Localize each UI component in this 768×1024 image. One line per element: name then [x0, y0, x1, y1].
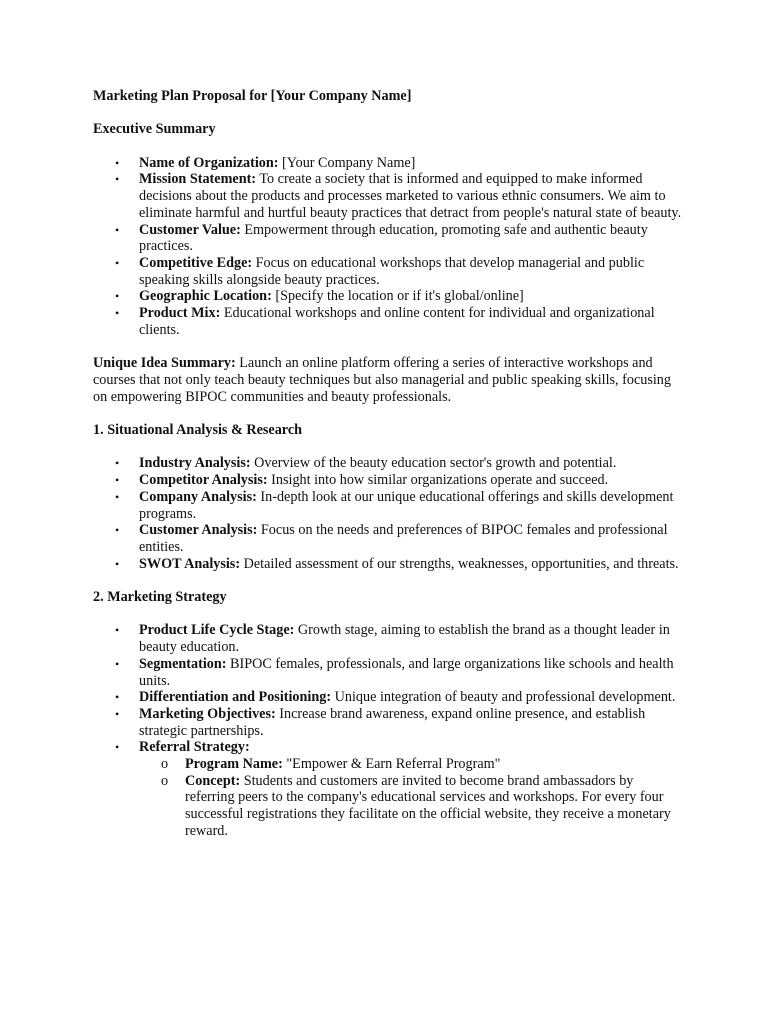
item-text: Insight into how similar organizations operate and succeed.: [267, 472, 609, 489]
marketing-strategy-heading: 2. Marketing Strategy: [93, 589, 227, 605]
list-item-industry-analysis: [93, 455, 683, 472]
list-item-customer-value: [93, 222, 683, 255]
bullet-icon: •: [115, 706, 120, 721]
list-item-referral-strategy: [93, 739, 683, 839]
sub-item-text: Students and customers are invited to become brand ambassadors by referring peers to the company's educational services and workshops. For every four successful registrations they facilitate on the official website, they receive a monetary reward.: [185, 772, 671, 839]
item-text: [Your Company Name]: [278, 154, 416, 171]
bullet-icon: •: [115, 489, 120, 504]
item-text: Overview of the beauty education sector's growth and potential.: [250, 455, 617, 472]
bullet-icon: •: [115, 473, 120, 488]
executive-summary-list: [93, 155, 683, 339]
bullet-icon: •: [115, 172, 120, 187]
item-label: Product Mix:: [139, 305, 221, 322]
bullet-icon: •: [115, 155, 120, 170]
item-text: To create a society that is informed and equipped to make informed decisions about the products and processes marketed to various ethnic consumers. We aim to eliminate harmful and hurtful beauty practices that detract from people's natural state of beauty.: [139, 171, 682, 221]
marketing-strategy-list: [93, 622, 683, 839]
bullet-icon: •: [115, 222, 120, 237]
list-item-company-analysis: [93, 489, 683, 522]
list-item-segmentation: [93, 656, 683, 689]
referral-strategy-sublist: [139, 756, 683, 840]
item-text: Increase brand awareness, expand online presence, and establish strategic partnerships.: [139, 705, 646, 739]
bullet-icon: •: [115, 656, 120, 671]
bullet-icon: •: [115, 523, 120, 538]
unique-idea-text: Launch an online platform offering a series of interactive workshops and courses that not only teach beauty techniques but also managerial and public speaking skills, focusing on empowering BIPOC communities and beauty professionals.: [93, 355, 671, 405]
item-text: Focus on the needs and preferences of BIPOC females and professional entities.: [139, 522, 668, 555]
list-item-competitor-analysis: [93, 472, 683, 489]
list-item-geographic-location: [93, 288, 683, 305]
item-label: Competitor Analysis:: [139, 472, 268, 489]
item-label: Segmentation:: [139, 655, 227, 672]
item-label: Company Analysis:: [139, 488, 257, 505]
sub-item-program-name: [139, 756, 683, 773]
item-label: Differentiation and Positioning:: [139, 689, 332, 706]
bullet-icon: •: [115, 306, 120, 321]
bullet-icon: •: [115, 690, 120, 705]
item-text: [Specify the location or if it's global/online]: [271, 288, 524, 305]
list-item-marketing-objectives: [93, 706, 683, 739]
item-text: Focus on educational workshops that develop managerial and public speaking skills alongside beauty practices.: [139, 255, 645, 288]
list-item-differentiation: [93, 689, 683, 706]
sub-item-concept: [139, 773, 683, 840]
list-item-product-life-cycle: [93, 622, 683, 655]
circle-bullet-icon: o: [161, 772, 169, 789]
list-item-name-of-organization: [93, 155, 683, 172]
list-item-mission-statement: [93, 171, 683, 221]
bullet-icon: •: [115, 456, 120, 471]
executive-summary-heading: Executive Summary: [93, 121, 216, 138]
bullet-icon: •: [115, 289, 120, 304]
situational-analysis-heading: 1. Situational Analysis & Research: [93, 422, 303, 438]
item-label: Mission Statement:: [139, 171, 257, 188]
sub-item-label: Concept:: [185, 772, 241, 789]
item-label: Customer Value:: [139, 221, 241, 238]
list-item-customer-analysis: [93, 522, 683, 555]
item-label: Competitive Edge:: [139, 255, 253, 271]
item-label: Customer Analysis:: [139, 522, 258, 539]
bullet-icon: •: [115, 556, 120, 571]
item-label: Geographic Location:: [139, 288, 272, 305]
bullet-icon: •: [115, 623, 120, 638]
list-item-product-mix: [93, 305, 683, 338]
item-text: BIPOC females, professionals, and large organizations like schools and health units.: [139, 655, 674, 689]
situational-analysis-list: [93, 455, 683, 572]
item-text: Educational workshops and online content for individual and organizational clients.: [139, 305, 655, 338]
unique-idea-label: Unique Idea Summary:: [93, 355, 236, 372]
unique-idea-summary: [93, 355, 683, 405]
item-label: Industry Analysis:: [139, 455, 251, 472]
bullet-icon: •: [115, 740, 120, 755]
sub-item-label: Program Name:: [185, 756, 283, 773]
item-text: Growth stage, aiming to establish the brand as a thought leader in beauty education.: [139, 622, 670, 656]
item-label: Referral Strategy:: [139, 739, 250, 756]
item-label: Marketing Objectives:: [139, 705, 276, 722]
item-text: Empowerment through education, promoting safe and authentic beauty practices.: [139, 221, 648, 255]
document-page: [93, 88, 683, 856]
item-label: Product Life Cycle Stage:: [139, 622, 295, 639]
document-title: Marketing Plan Proposal for [Your Company Name]: [93, 88, 412, 104]
list-item-swot-analysis: [93, 556, 683, 573]
item-text: Detailed assessment of our strengths, weaknesses, opportunities, and threats.: [240, 555, 679, 572]
bullet-icon: •: [115, 256, 120, 270]
circle-bullet-icon: o: [161, 756, 169, 773]
sub-item-text: "Empower & Earn Referral Program": [282, 756, 501, 773]
item-label: Name of Organization:: [139, 154, 279, 171]
item-label: SWOT Analysis:: [139, 555, 241, 572]
item-text: In-depth look at our unique educational offerings and skills development programs.: [139, 488, 674, 522]
item-text: Unique integration of beauty and professional development.: [331, 689, 676, 706]
list-item-competitive-edge: [93, 255, 683, 288]
